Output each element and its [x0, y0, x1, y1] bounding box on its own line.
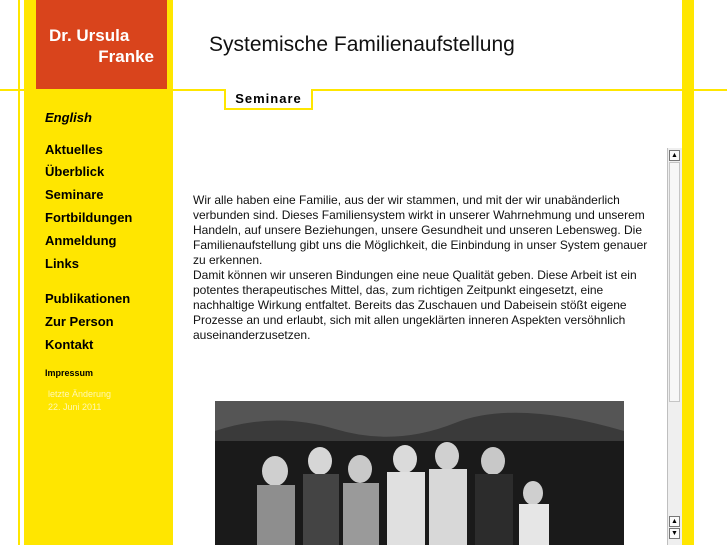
header-divider [0, 89, 727, 91]
nav-item-kontakt[interactable]: Kontakt [45, 337, 94, 352]
nav-item-aktuelles[interactable]: Aktuelles [45, 142, 103, 157]
intro-paragraph-2: Damit können wir unseren Bindungen eine neue Qualität geben. Diese Arbeit ist ein potentes therapeutisches Mittel, das, zum richtigen Zeitpunkt eingesetzt, eine nachhaltige Wirkung entfaltet. Bereits das Zuschauen und Dabeisein stößt eigene Prozesse an und erlaubt, sich mit allen ungeklärten inneren Aspekten versöhnlich auseinanderzusetzen. [193, 268, 637, 342]
logo-line2: Franke [98, 47, 154, 66]
nav-item-fortbildungen[interactable]: Fortbildungen [45, 210, 133, 225]
page-title: Systemische Familienaufstellung [209, 33, 515, 56]
family-photo [215, 401, 624, 545]
nav-item-seminare[interactable]: Seminare [45, 187, 104, 202]
vertical-divider [170, 0, 173, 545]
last-updated [48, 388, 111, 414]
nav-item-ueberblick[interactable]: Überblick [45, 164, 105, 179]
nav-item-zur-person[interactable]: Zur Person [45, 314, 114, 329]
family-photo-graphic [215, 401, 624, 545]
nav-item-impressum[interactable]: Impressum [45, 368, 94, 378]
section-label: Seminare [224, 89, 313, 110]
vertical-scrollbar[interactable] [667, 148, 682, 545]
last-updated-label: letzte Änderung [48, 389, 112, 399]
logo[interactable] [36, 0, 167, 89]
left-edge-line [18, 0, 20, 545]
logo-line1: Dr. Ursula [49, 26, 130, 45]
nav-language-english[interactable]: English [45, 110, 92, 125]
nav-item-publikationen[interactable]: Publikationen [45, 291, 131, 306]
nav-item-anmeldung[interactable]: Anmeldung [45, 233, 117, 248]
intro-paragraph-1: Wir alle haben eine Familie, aus der wir stammen, und mit der wir unabänderlich verbunden sind. Dieses Familiensystem wirkt in unserer Wahrnehmung und unserem Handeln, auf unsere Beziehungen, unsere Gesundheit und unseren Lebensweg. Die Familienaufstellung gibt uns die Möglichkeit, die Einbindung in unser System genauer zu erkennen. [193, 193, 648, 267]
last-updated-date: 22. Juni 2011 [48, 402, 102, 412]
nav-item-links[interactable]: Links [45, 256, 79, 271]
main-content [193, 193, 659, 343]
scroll-up-button[interactable]: ▲ [669, 150, 680, 161]
scroll-down-button[interactable]: ▼ [669, 528, 680, 539]
right-yellow-bar [682, 0, 694, 545]
scroll-up-button-lower[interactable]: ▲ [669, 516, 680, 527]
scroll-thumb[interactable] [669, 162, 680, 402]
